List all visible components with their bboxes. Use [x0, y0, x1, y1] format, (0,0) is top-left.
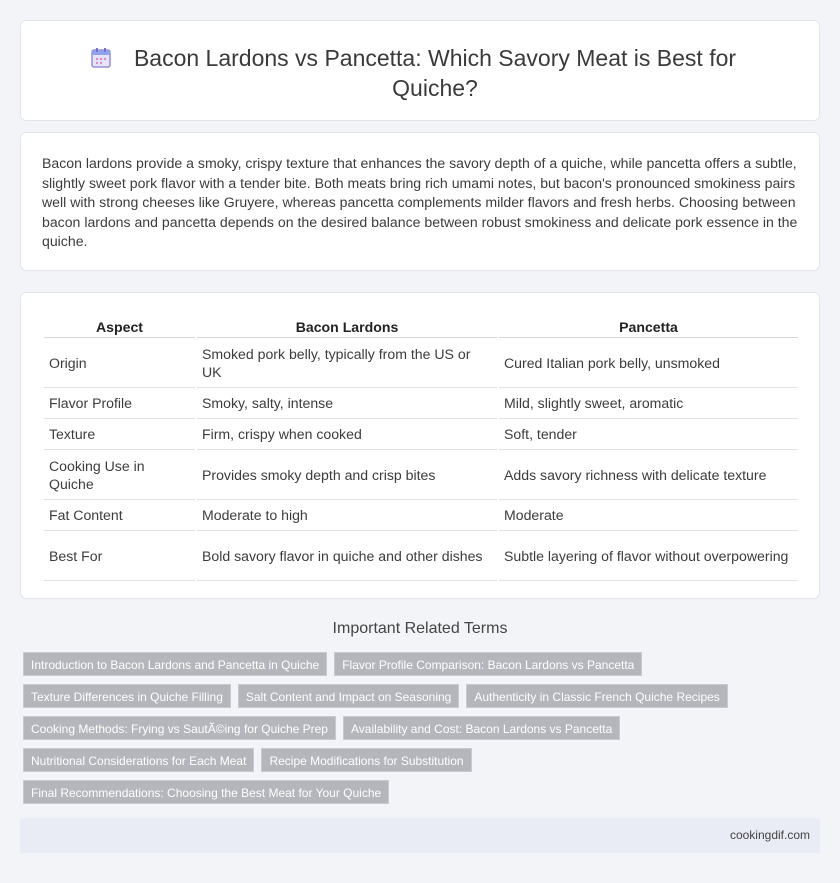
title-card: [20, 20, 820, 121]
table-row: [44, 388, 798, 419]
row-bacon: Smoky, salty, intense: [197, 388, 497, 419]
row-pancetta: Subtle layering of flavor without overpowering: [499, 531, 798, 581]
site-name[interactable]: cookingdif.com: [729, 828, 810, 842]
related-terms-title: Important Related Terms: [332, 620, 508, 637]
row-pancetta: Adds savory richness with delicate texture: [499, 450, 798, 500]
row-aspect: Texture: [44, 419, 195, 450]
related-term-tag[interactable]: Authenticity in Classic French Quiche Recipes: [466, 684, 727, 708]
header-aspect: Aspect: [44, 315, 195, 338]
related-term-tag[interactable]: Introduction to Bacon Lardons and Pancetta in Quiche: [23, 652, 327, 676]
comparison-table-card: [20, 292, 820, 599]
row-bacon: Firm, crispy when cooked: [197, 419, 497, 450]
related-term-tag[interactable]: Availability and Cost: Bacon Lardons vs Pancetta: [343, 716, 620, 740]
row-pancetta: Cured Italian pork belly, unsmoked: [499, 338, 798, 388]
table-row: [44, 338, 798, 388]
page-title: Bacon Lardons vs Pancetta: Which Savory Meat is Best for Quiche?: [133, 45, 737, 101]
intro-card: [20, 132, 820, 271]
row-aspect: Best For: [44, 531, 195, 581]
header-bacon-lardons: Bacon Lardons: [197, 315, 497, 338]
row-aspect: Origin: [44, 338, 195, 388]
table-header-row: [44, 315, 798, 338]
related-term-tag[interactable]: Final Recommendations: Choosing the Best Meat for Your Quiche: [23, 780, 389, 804]
related-term-tag[interactable]: Nutritional Considerations for Each Meat: [23, 748, 254, 772]
row-pancetta: Soft, tender: [499, 419, 798, 450]
table-row: [44, 531, 798, 581]
table-row: [44, 450, 798, 500]
row-bacon: Smoked pork belly, typically from the US or UK: [197, 338, 497, 388]
table-row: [44, 500, 798, 531]
row-bacon: Provides smoky depth and crisp bites: [197, 450, 497, 500]
header-pancetta: Pancetta: [499, 315, 798, 338]
table-row: [44, 419, 798, 450]
related-term-tag[interactable]: Cooking Methods: Frying vs SautÃ©ing for Quiche Prep: [23, 716, 336, 740]
row-aspect: Fat Content: [44, 500, 195, 531]
row-bacon: Moderate to high: [197, 500, 497, 531]
row-bacon: Bold savory flavor in quiche and other dishes: [197, 531, 497, 581]
row-pancetta: Moderate: [499, 500, 798, 531]
related-term-tag[interactable]: Recipe Modifications for Substitution: [261, 748, 471, 772]
row-aspect: Cooking Use in Quiche: [44, 450, 195, 500]
comparison-table: [42, 315, 800, 581]
related-term-tag[interactable]: Flavor Profile Comparison: Bacon Lardons vs Pancetta: [334, 652, 642, 676]
intro-paragraph: Bacon lardons provide a smoky, crispy texture that enhances the savory depth of a quiche, while pancetta offers a subtle, slightly sweet pork flavor with a tender bite. Both meats bring rich umami notes, but bacon's pronounced smokiness pairs well with strong cheeses like Gruyere, whereas pancetta complements milder flavors and fresh herbs. Choosing between bacon lardons and pancetta depends on the desired balance between robust smokiness and delicate pork essence in the quiche.: [42, 155, 798, 250]
footer-bar: [20, 818, 820, 853]
related-term-tag[interactable]: Texture Differences in Quiche Filling: [23, 684, 231, 708]
related-term-tag[interactable]: Salt Content and Impact on Seasoning: [238, 684, 459, 708]
related-terms-list: [23, 652, 783, 812]
row-aspect: Flavor Profile: [44, 388, 195, 419]
row-pancetta: Mild, slightly sweet, aromatic: [499, 388, 798, 419]
